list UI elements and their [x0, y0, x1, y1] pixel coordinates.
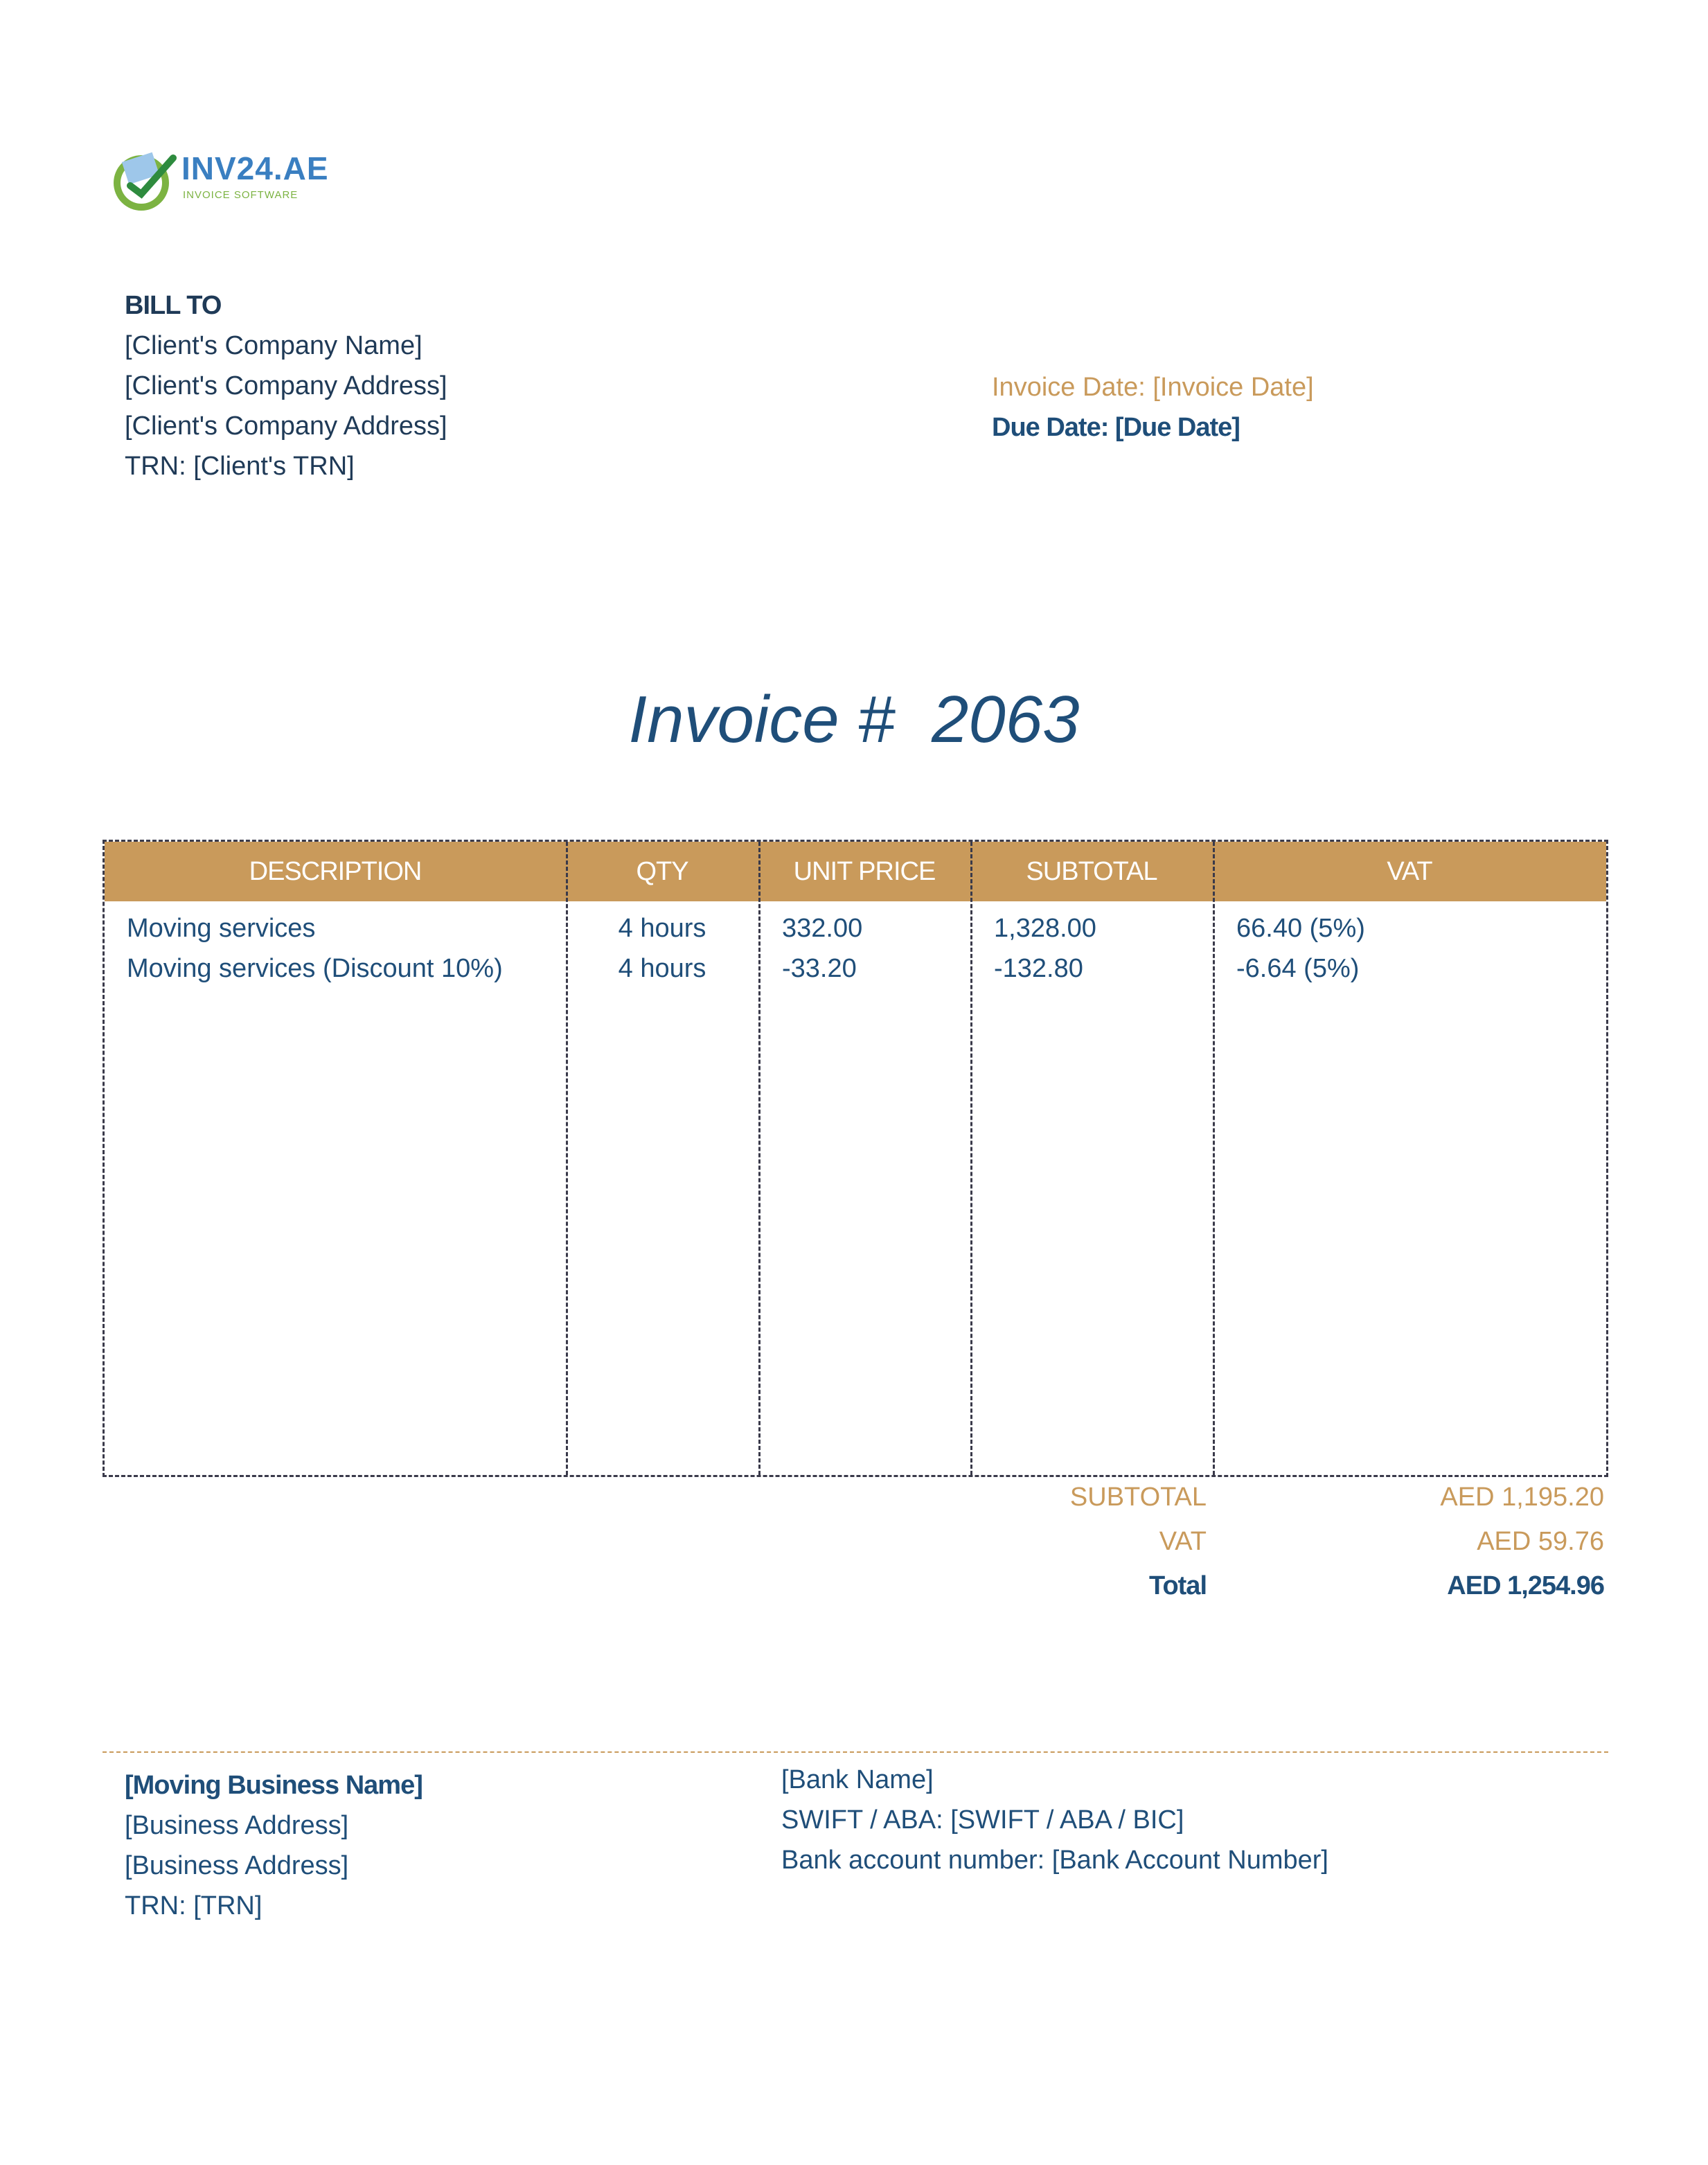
row-subtotal: -132.80	[994, 954, 1083, 983]
bill-to-heading: BILL TO	[125, 291, 222, 320]
column-divider	[1213, 842, 1215, 1475]
footer-divider	[103, 1751, 1608, 1753]
row-subtotal: 1,328.00	[994, 914, 1096, 943]
column-divider	[758, 842, 760, 1475]
subtotal-label: SUBTOTAL	[1069, 1483, 1207, 1512]
business-address-1: [Business Address]	[125, 1811, 349, 1840]
dates-block	[992, 367, 1314, 448]
row-description: Moving services (Discount 10%)	[127, 954, 503, 983]
vat-value: AED 59.76	[1477, 1527, 1604, 1556]
row-vat: 66.40 (5%)	[1236, 914, 1365, 943]
bank-account: Bank account number: [Bank Account Number]	[781, 1846, 1328, 1875]
header-qty: QTY	[636, 857, 688, 886]
invoice-date: Invoice Date: [Invoice Date]	[992, 373, 1314, 402]
business-address-2: [Business Address]	[125, 1851, 349, 1880]
row-qty: 4 hours	[618, 914, 706, 943]
row-vat: -6.64 (5%)	[1236, 954, 1360, 983]
row-unit-price: 332.00	[782, 914, 863, 943]
logo-check-icon	[109, 144, 179, 213]
invoice-items-table	[103, 840, 1608, 1477]
invoice-title: Invoice # 2063	[628, 682, 1080, 757]
column-divider	[970, 842, 972, 1475]
company-logo	[109, 144, 329, 213]
total-value: AED 1,254.96	[1447, 1571, 1604, 1600]
client-trn: TRN: [Client's TRN]	[125, 452, 355, 481]
bill-to-block	[125, 285, 447, 486]
bank-name: [Bank Name]	[781, 1765, 934, 1794]
logo-text: INV24.AE	[181, 150, 329, 186]
header-vat: VAT	[1387, 857, 1432, 886]
vat-label: VAT	[1159, 1527, 1207, 1556]
business-trn: TRN: [TRN]	[125, 1891, 263, 1920]
client-company-name: [Client's Company Name]	[125, 331, 422, 360]
header-subtotal: SUBTOTAL	[1026, 857, 1157, 886]
row-unit-price: -33.20	[782, 954, 857, 983]
header-description: DESCRIPTION	[249, 857, 422, 886]
subtotal-value: AED 1,195.20	[1440, 1483, 1604, 1512]
due-date: Due Date: [Due Date]	[992, 413, 1240, 442]
business-info	[125, 1765, 422, 1926]
bank-info	[781, 1760, 1328, 1880]
row-qty: 4 hours	[618, 954, 706, 983]
table-header	[105, 842, 1606, 901]
header-unit-price: UNIT PRICE	[793, 857, 936, 886]
logo-tagline: INVOICE SOFTWARE	[183, 189, 299, 201]
client-address-2: [Client's Company Address]	[125, 412, 447, 441]
business-name: [Moving Business Name]	[125, 1771, 422, 1800]
total-label: Total	[1149, 1571, 1207, 1600]
row-description: Moving services	[127, 914, 316, 943]
bank-swift: SWIFT / ABA: [SWIFT / ABA / BIC]	[781, 1805, 1184, 1835]
client-address-1: [Client's Company Address]	[125, 371, 447, 400]
